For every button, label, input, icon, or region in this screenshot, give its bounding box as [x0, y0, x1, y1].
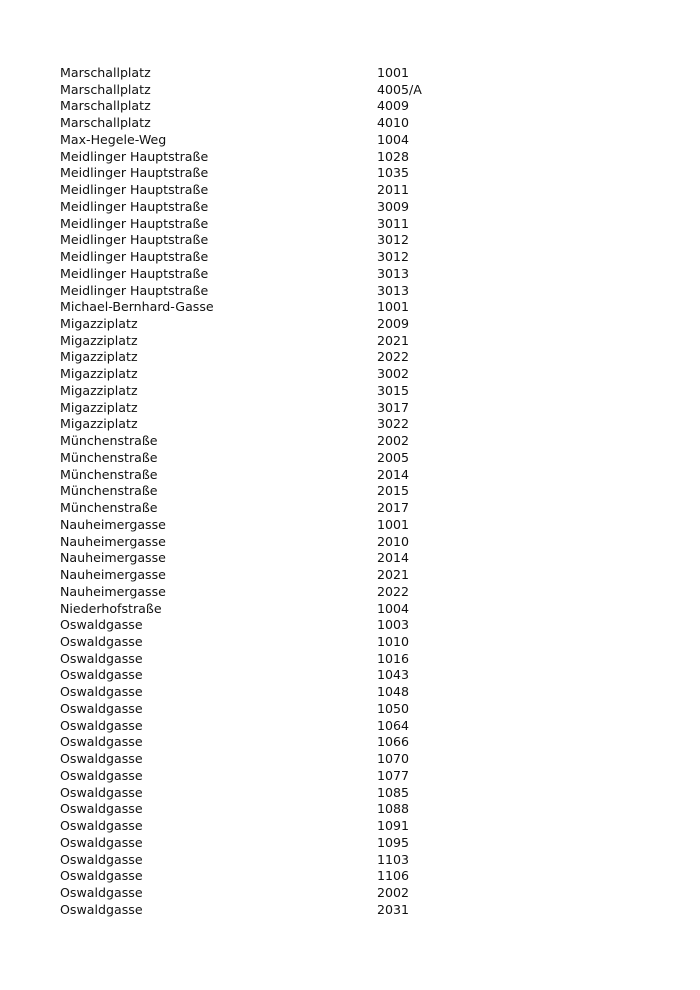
street-name: Nauheimergasse	[60, 533, 166, 549]
street-name: Münchenstraße	[60, 483, 158, 499]
table-row	[60, 768, 480, 785]
house-number: 2002	[377, 433, 410, 449]
house-number: 3012	[377, 249, 410, 265]
house-number: 2022	[377, 583, 410, 599]
street-name: Oswaldgasse	[60, 901, 143, 917]
table-row	[60, 534, 480, 551]
house-number: 4005/A	[377, 81, 422, 97]
house-number: 1016	[377, 650, 410, 666]
table-row	[60, 584, 480, 601]
street-name: Meidlinger Hauptstraße	[60, 198, 209, 214]
table-row	[60, 182, 480, 199]
table-row	[60, 517, 480, 534]
house-number: 1070	[377, 751, 410, 767]
table-row	[60, 617, 480, 634]
street-name: Oswaldgasse	[60, 751, 143, 767]
street-name: Marschallplatz	[60, 98, 151, 114]
house-number: 1048	[377, 684, 410, 700]
table-row	[60, 701, 480, 718]
table-row	[60, 383, 480, 400]
house-number: 1106	[377, 868, 410, 884]
street-name: Marschallplatz	[60, 65, 151, 80]
street-name: Oswaldgasse	[60, 700, 143, 716]
house-number: 1001	[377, 299, 410, 315]
table-row	[60, 500, 480, 517]
street-name: Migazziplatz	[60, 399, 138, 415]
house-number: 3022	[377, 416, 410, 432]
table-row	[60, 467, 480, 484]
table-row	[60, 165, 480, 182]
table-row	[60, 751, 480, 768]
street-name: Münchenstraße	[60, 500, 158, 516]
table-row	[60, 852, 480, 869]
table-row	[60, 132, 480, 149]
house-number: 2011	[377, 182, 410, 198]
table-row	[60, 366, 480, 383]
table-row	[60, 299, 480, 316]
house-number: 2022	[377, 349, 410, 365]
house-number: 1085	[377, 784, 410, 800]
street-name: Oswaldgasse	[60, 884, 143, 900]
street-name: Meidlinger Hauptstraße	[60, 249, 209, 265]
house-number: 1050	[377, 700, 410, 716]
table-row	[60, 634, 480, 651]
house-number: 2010	[377, 533, 410, 549]
street-name: Meidlinger Hauptstraße	[60, 148, 209, 164]
table-row	[60, 785, 480, 802]
street-name: Oswaldgasse	[60, 667, 143, 683]
table-row	[60, 450, 480, 467]
house-number: 1004	[377, 131, 410, 147]
house-number: 2021	[377, 332, 410, 348]
street-name: Meidlinger Hauptstraße	[60, 215, 209, 231]
house-number: 1095	[377, 834, 410, 850]
table-row	[60, 567, 480, 584]
street-name: Oswaldgasse	[60, 734, 143, 750]
street-name: Münchenstraße	[60, 449, 158, 465]
house-number: 2014	[377, 466, 410, 482]
street-name: Marschallplatz	[60, 81, 151, 97]
house-number: 1004	[377, 600, 410, 616]
house-number: 1103	[377, 851, 410, 867]
street-name: Oswaldgasse	[60, 868, 143, 884]
house-number: 2021	[377, 567, 410, 583]
table-row	[60, 249, 480, 266]
address-list	[60, 65, 480, 918]
table-row	[60, 199, 480, 216]
table-row	[60, 115, 480, 132]
house-number: 1066	[377, 734, 410, 750]
house-number: 2031	[377, 901, 410, 917]
house-number: 3002	[377, 366, 410, 382]
house-number: 3012	[377, 232, 410, 248]
house-number: 1001	[377, 65, 410, 80]
street-name: Oswaldgasse	[60, 834, 143, 850]
table-row	[60, 483, 480, 500]
table-row	[60, 550, 480, 567]
table-row	[60, 601, 480, 618]
street-name: Migazziplatz	[60, 332, 138, 348]
house-number: 1035	[377, 165, 410, 181]
street-name: Migazziplatz	[60, 316, 138, 332]
street-name: Oswaldgasse	[60, 818, 143, 834]
street-name: Marschallplatz	[60, 115, 151, 131]
house-number: 1028	[377, 148, 410, 164]
house-number: 1077	[377, 767, 410, 783]
street-name: Münchenstraße	[60, 466, 158, 482]
table-row	[60, 885, 480, 902]
street-name: Oswaldgasse	[60, 801, 143, 817]
table-row	[60, 801, 480, 818]
table-row	[60, 82, 480, 99]
street-name: Oswaldgasse	[60, 851, 143, 867]
table-row	[60, 400, 480, 417]
table-row	[60, 734, 480, 751]
table-row	[60, 433, 480, 450]
table-row	[60, 65, 480, 82]
house-number: 2005	[377, 449, 410, 465]
street-name: Meidlinger Hauptstraße	[60, 265, 209, 281]
street-name: Oswaldgasse	[60, 717, 143, 733]
street-name: Niederhofstraße	[60, 600, 162, 616]
table-row	[60, 216, 480, 233]
street-name: Meidlinger Hauptstraße	[60, 232, 209, 248]
street-name: Oswaldgasse	[60, 767, 143, 783]
street-name: Oswaldgasse	[60, 650, 143, 666]
house-number: 4009	[377, 98, 410, 114]
house-number: 2002	[377, 884, 410, 900]
street-name: Nauheimergasse	[60, 550, 166, 566]
table-row	[60, 232, 480, 249]
street-name: Oswaldgasse	[60, 633, 143, 649]
street-name: Meidlinger Hauptstraße	[60, 182, 209, 198]
table-row	[60, 416, 480, 433]
house-number: 1010	[377, 633, 410, 649]
house-number: 2015	[377, 483, 410, 499]
house-number: 3009	[377, 198, 410, 214]
house-number: 2014	[377, 550, 410, 566]
house-number: 2017	[377, 500, 410, 516]
street-name: Max-Hegele-Weg	[60, 131, 167, 147]
table-row	[60, 868, 480, 885]
street-name: Oswaldgasse	[60, 784, 143, 800]
house-number: 3011	[377, 215, 410, 231]
house-number: 3013	[377, 282, 410, 298]
table-row	[60, 149, 480, 166]
house-number: 1001	[377, 516, 410, 532]
house-number: 1064	[377, 717, 410, 733]
street-name: Migazziplatz	[60, 349, 138, 365]
table-row	[60, 718, 480, 735]
street-name: Migazziplatz	[60, 416, 138, 432]
street-name: Nauheimergasse	[60, 516, 166, 532]
house-number: 4010	[377, 115, 410, 131]
house-number: 3013	[377, 265, 410, 281]
table-row	[60, 283, 480, 300]
table-row	[60, 667, 480, 684]
house-number: 1003	[377, 617, 410, 633]
house-number: 1088	[377, 801, 410, 817]
street-name: Oswaldgasse	[60, 617, 143, 633]
table-row	[60, 651, 480, 668]
street-name: Nauheimergasse	[60, 567, 166, 583]
house-number: 2009	[377, 316, 410, 332]
house-number: 1091	[377, 818, 410, 834]
table-row	[60, 98, 480, 115]
street-name: Oswaldgasse	[60, 684, 143, 700]
house-number: 3017	[377, 399, 410, 415]
street-name: Migazziplatz	[60, 366, 138, 382]
street-name: Nauheimergasse	[60, 583, 166, 599]
table-row	[60, 902, 480, 919]
street-name: Migazziplatz	[60, 382, 138, 398]
table-row	[60, 835, 480, 852]
table-row	[60, 349, 480, 366]
street-name: Meidlinger Hauptstraße	[60, 165, 209, 181]
table-row	[60, 316, 480, 333]
table-row	[60, 818, 480, 835]
street-name: Michael-Bernhard-Gasse	[60, 299, 214, 315]
table-row	[60, 684, 480, 701]
street-name: Meidlinger Hauptstraße	[60, 282, 209, 298]
table-row	[60, 333, 480, 350]
street-name: Münchenstraße	[60, 433, 158, 449]
house-number: 3015	[377, 382, 410, 398]
house-number: 1043	[377, 667, 410, 683]
table-row	[60, 266, 480, 283]
